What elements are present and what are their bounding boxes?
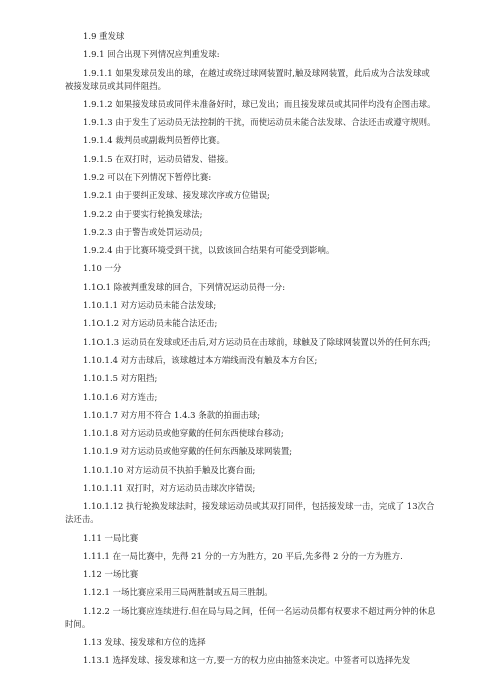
clause-text: 1.9.1.4 裁判员或副裁判员暂停比赛。 bbox=[83, 135, 225, 146]
clause-text: 1.1O.1.2 对方运动员未能合法还击; bbox=[83, 318, 218, 329]
clause-text: 1.12.2 一场比赛应连续进行.但在局与局之间，任何一名运动员都有权要求不超过两分钟的休息时间。 bbox=[65, 605, 436, 629]
clause-text: 1.9.1 回合出现下列情况应判重发球: bbox=[83, 49, 220, 60]
clause-text: 1.11.1 在一局比赛中，先得 21 分的一方为胜方，20 平后,先多得 2 分的一方为胜方. bbox=[83, 550, 403, 561]
clause-text: 1.10.1.10 对方运动员不执拍手触及比赛台面; bbox=[83, 464, 256, 475]
section-heading: 1.10 一分 bbox=[83, 263, 122, 274]
clause-text: 1.12.1 一场比赛应采用三局两胜制或五局三胜制。 bbox=[83, 587, 273, 598]
clause-text: 1.9.1.5 在双打时，运动员错发、错接。 bbox=[83, 153, 234, 164]
clause-text: 1.1O.1.3 运动员在发球或还击后,对方运动员在击球前，球触及了除球网装置以外的任何东西; bbox=[83, 336, 431, 347]
clause-text: 1.9.2.2 由于要实行轮换发球法; bbox=[83, 208, 203, 219]
clause-text: 1.9.1.3 由于发生了运动员无法控制的干扰，而使运动员未能合法发球、合法还击或遵守规则。 bbox=[83, 117, 436, 128]
clause-text: 1.10.1.4 对方击球后，该球越过本方端线而没有触及本方台区; bbox=[83, 354, 318, 365]
clause-text: 1.9.2.3 由于警告或处罚运动员; bbox=[83, 226, 203, 237]
clause-text: 1.10.1.11 双打时，对方运动员击球次序错误; bbox=[83, 483, 256, 494]
section-heading: 1.9 重发球 bbox=[83, 31, 125, 41]
clause-text: 1.10.1.7 对方用不符合 1.4.3 条款的拍面击球; bbox=[83, 409, 261, 420]
section-heading: 1.13 发球、接发球和方位的选择 bbox=[83, 636, 206, 647]
document-body bbox=[65, 30, 437, 673]
clause-text: 1.9.2 可以在下列情况下暂停比赛: bbox=[83, 171, 212, 182]
clause-text: 1.10.1.1 对方运动员未能合法发球; bbox=[83, 300, 217, 311]
clause-text: 1.1O.1 除被判重发球的回合，下列情况运动员得一分: bbox=[83, 281, 286, 292]
clause-text: 1.10.1.5 对方阻挡; bbox=[83, 373, 158, 384]
clause-text: 1.13.1 选择发球、接发球和这一方,要一方的权力应由抽签来决定。中签者可以选择先发 bbox=[83, 655, 411, 666]
clause-text: 1.9.2.4 由于比赛环境受到干扰，以致该回合结果有可能受到影响。 bbox=[83, 245, 335, 256]
clause-text: 1.10.1.9 对方运动员或他穿戴的任何东西触及球网装置; bbox=[83, 446, 293, 457]
clause-text: 1.9.1.1 如果发球员发出的球，在越过或绕过球网装置时,触及球网装置，此后成为合法发球或被接发球员或其同伴阻挡。 bbox=[65, 67, 430, 91]
section-heading: 1.11 一局比赛 bbox=[83, 532, 139, 543]
section-heading: 1.12 一场比赛 bbox=[83, 569, 139, 580]
clause-text: 1.10.1.6 对方连击; bbox=[83, 391, 158, 402]
clause-text: 1.9.1.2 如果接发球员或同伴未准备好时，球已发出；而且接发球员或其同伴均没有企图击球。 bbox=[83, 98, 436, 109]
clause-text: 1.10.1.8 对方运动员或他穿戴的任何东西使球台移动; bbox=[83, 428, 284, 439]
clause-text: 1.9.2.1 由于要纠正发球、接发球次序或方位错误; bbox=[83, 190, 270, 201]
clause-text: 1.10.1.12 执行轮换发球法时，接发球运动员或其双打同伴，包括接发球一击，完成了 13次合法还击。 bbox=[65, 501, 435, 525]
